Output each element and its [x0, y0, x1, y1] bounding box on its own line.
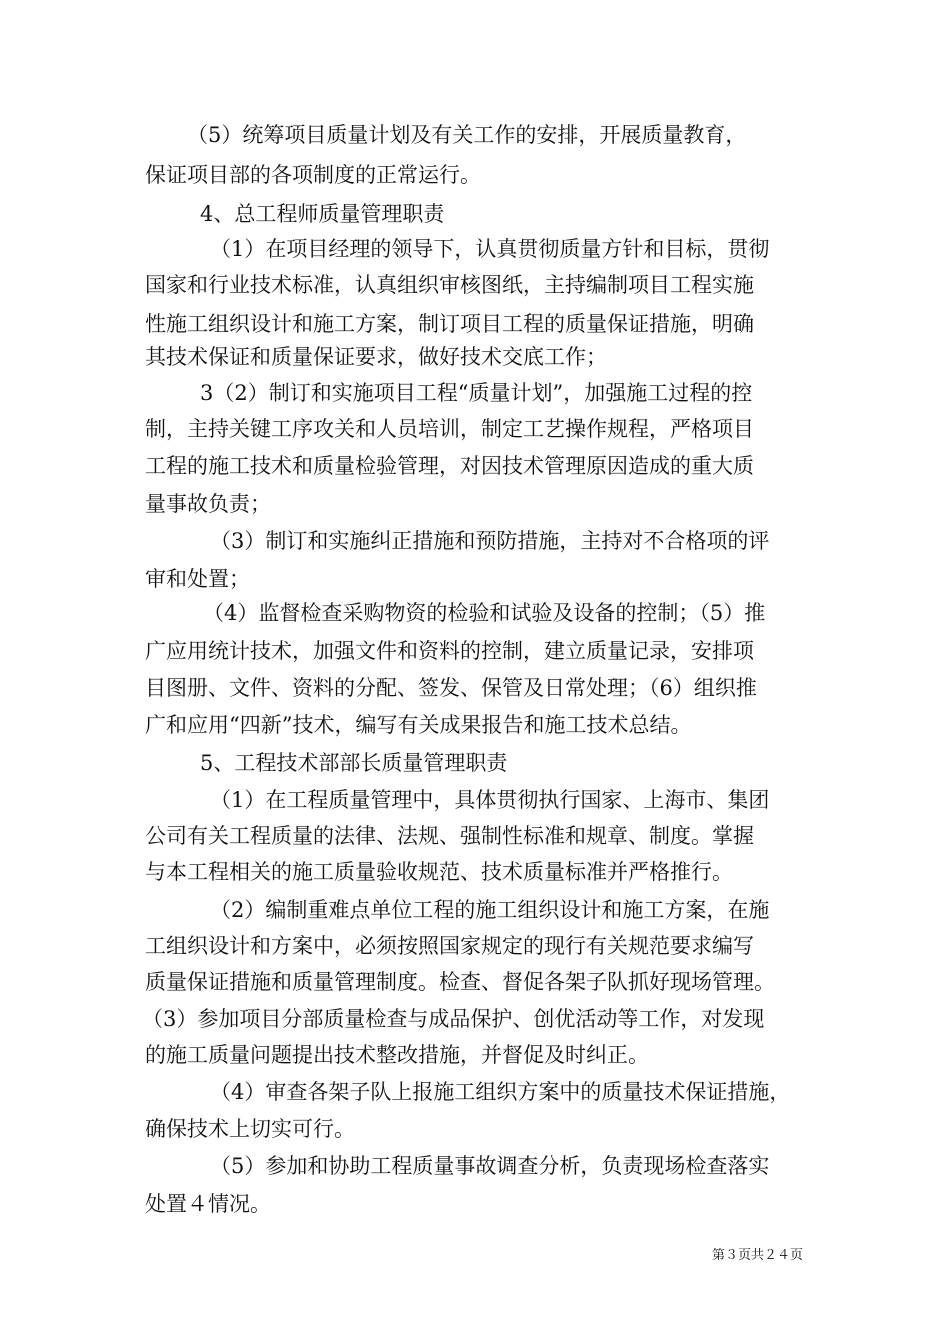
page-number: 第３页共２４页 — [712, 1248, 804, 1263]
text-line: （3）参加项目分部质量检查与成品保护、创优活动等工作，对发现 — [142, 1007, 765, 1031]
text-line: （1）在项目经理的领导下，认真贯彻质量方针和目标，贯彻 — [210, 237, 770, 261]
text-line: 质量保证措施和质量管理制度。检查、督促各架子队抓好现场管理。 — [145, 970, 775, 994]
text-line: 国家和行业技术标准，认真组织审核图纸，主持编制项目工程实施 — [145, 273, 754, 297]
text-line: （3）制订和实施纠正措施和预防措施，主持对不合格项的评 — [210, 529, 770, 553]
text-line: 广应用统计技术，加强文件和资料的控制，建立质量记录，安排项 — [145, 639, 754, 663]
text-line: 工组织设计和方案中，必须按照国家规定的现行有关规范要求编写 — [145, 934, 754, 958]
text-line: 制，主持关键工序攻关和人员培训，制定工艺操作规程，严格项目 — [145, 417, 754, 441]
text-line: 保证项目部的各项制度的正常运行。 — [145, 163, 481, 187]
text-line: （4）审查各架子队上报施工组织方案中的质量技术保证措施， — [210, 1080, 791, 1104]
section-heading: 5、工程技术部部长质量管理职责 — [200, 751, 508, 775]
text-line: 处置４情况。 — [145, 1192, 271, 1216]
section-heading: 4、总工程师质量管理职责 — [200, 202, 445, 226]
text-line: （5）参加和协助工程质量事故调查分析，负责现场检查落实 — [210, 1154, 770, 1178]
text-line: 3（2）制订和实施项目工程“质量计划”，加强施工过程的控 — [200, 381, 753, 405]
text-line: 性施工组织设计和施工方案，制订项目工程的质量保证措施，明确 — [145, 312, 754, 336]
text-line: 广和应用“四新”技术，编写有关成果报告和施工技术总结。 — [145, 713, 692, 737]
text-line: 公司有关工程质量的法律、法规、强制性标准和规章、制度。掌握 — [145, 824, 754, 848]
text-line: 与本工程相关的施工质量验收规范、技术质量标准并严格推行。 — [145, 860, 733, 884]
text-line: 审和处置； — [145, 567, 250, 591]
text-line: （1）在工程质量管理中，具体贯彻执行国家、上海市、集团 — [210, 788, 770, 812]
text-line: 确保技术上切实可行。 — [145, 1117, 355, 1141]
text-line: 量事故负责； — [145, 492, 271, 516]
text-line: （2）编制重难点单位工程的施工组织设计和施工方案，在施 — [210, 898, 770, 922]
text-line: （4）监督检查采购物资的检验和试验及设备的控制；（5）推 — [203, 601, 766, 625]
text-line: 其技术保证和质量保证要求，做好技术交底工作； — [145, 345, 607, 369]
text-line: 工程的施工技术和质量检验管理，对因技术管理原因造成的重大质 — [145, 454, 754, 478]
text-line: （5）统筹项目质量计划及有关工作的安排，开展质量教育， — [187, 123, 747, 147]
text-line: 目图册、文件、资料的分配、签发、保管及日常处理；（6）组织推 — [145, 676, 757, 700]
text-line: 的施工质量问题提出技术整改措施，并督促及时纠正。 — [145, 1043, 649, 1067]
